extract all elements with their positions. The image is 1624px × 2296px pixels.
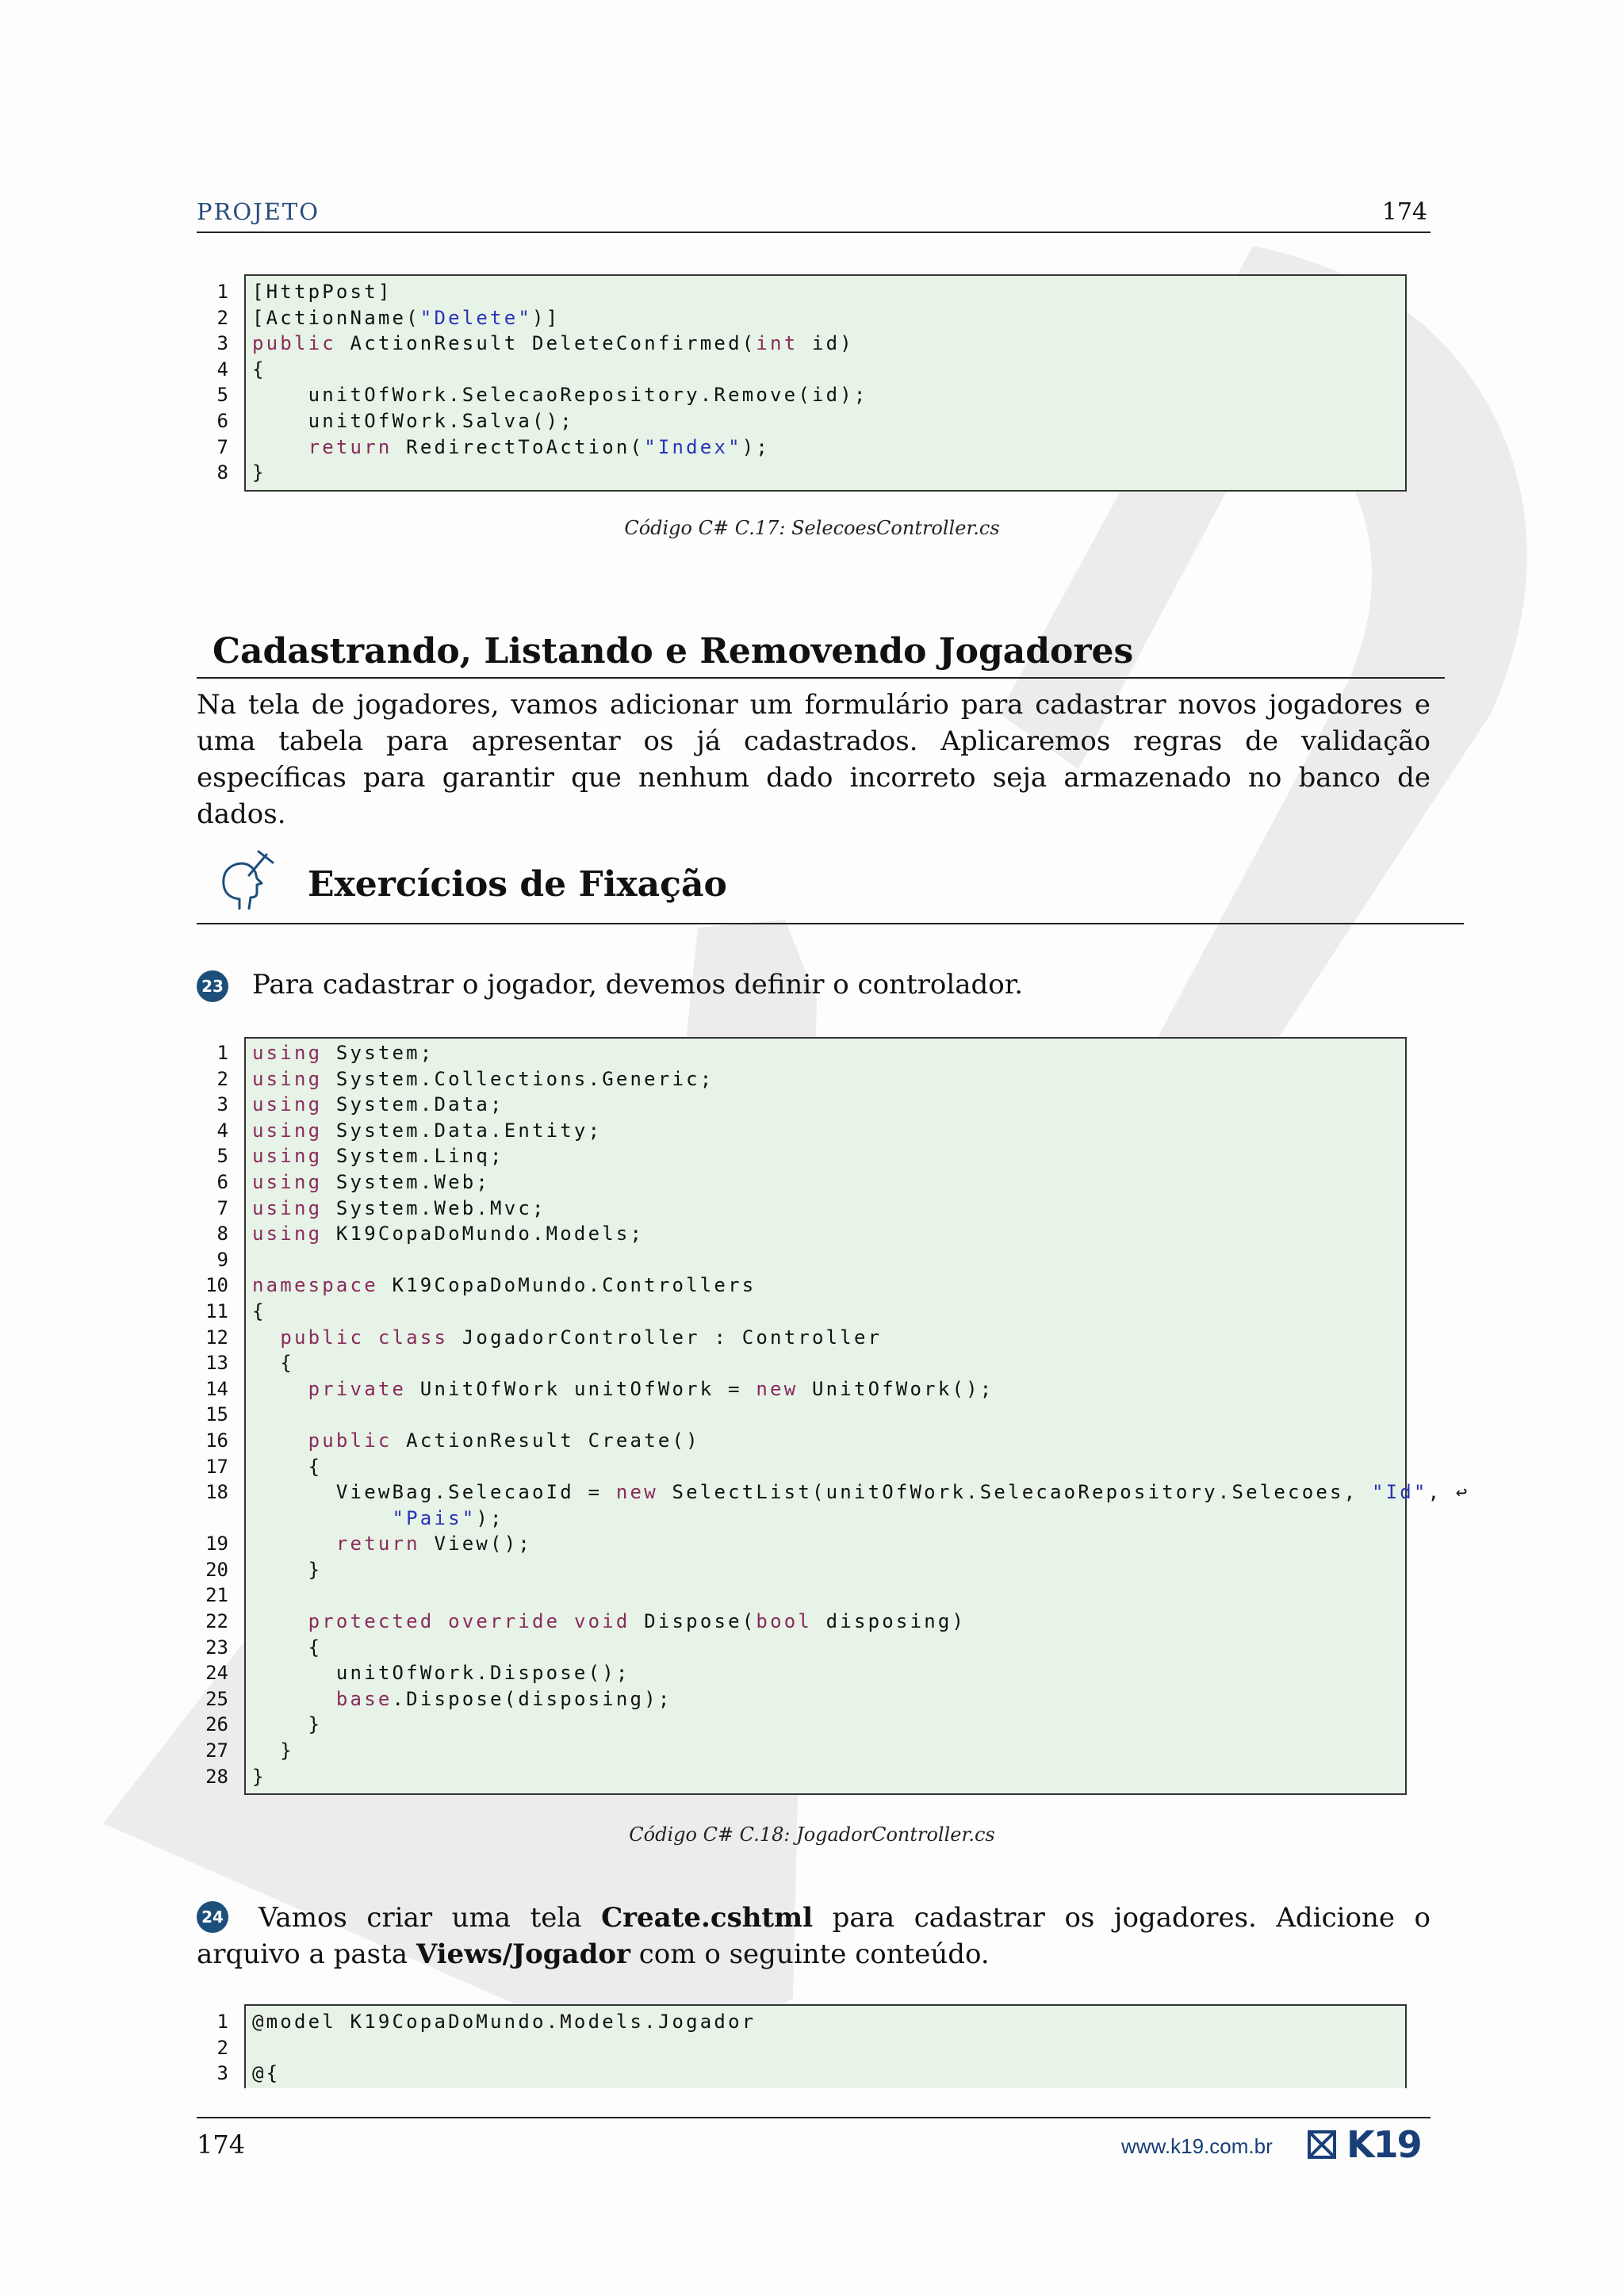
code-line-number: 10 (205, 1274, 228, 1297)
code-line-number: 14 (205, 1377, 228, 1400)
code-line-number: 12 (205, 1326, 228, 1349)
code-text: } (252, 461, 266, 484)
code-keyword: using (252, 1223, 323, 1246)
code-keyword: bool (756, 1610, 813, 1633)
code-line-numbers (197, 279, 228, 486)
code-line-number: 3 (216, 1093, 228, 1116)
code-line-number: 8 (216, 461, 228, 484)
code-line (252, 1557, 1470, 1583)
code-line (252, 1169, 1470, 1196)
code-text: disposing) (812, 1610, 967, 1633)
code-line (252, 1350, 1470, 1376)
running-header-section: PROJETO (197, 198, 320, 225)
code-text: System; (322, 1042, 435, 1064)
code-text: [HttpPost] (252, 281, 393, 303)
code-line (252, 1376, 1470, 1402)
code-line (252, 1299, 1470, 1325)
code-text: K19CopaDoMundo.Controllers (377, 1274, 756, 1297)
code-keyword: new (615, 1481, 658, 1504)
code-line (252, 1066, 1470, 1093)
code-keyword: base (335, 1687, 393, 1710)
section-title-rule (197, 677, 1445, 679)
code-line (252, 1118, 1470, 1144)
code-text: System.Web; (322, 1170, 491, 1193)
section-title: Cadastrando, Listando e Removendo Jogadores (213, 631, 1134, 672)
code-string: "Index" (644, 435, 742, 458)
code-line (252, 1506, 1470, 1532)
code-line (252, 331, 868, 357)
exercise-number-badge: 24 (197, 1901, 228, 1933)
code-line-number: 15 (205, 1403, 228, 1426)
code-line (252, 1221, 1470, 1247)
code-line (252, 2009, 756, 2035)
code-text (364, 1326, 378, 1349)
code-text: UnitOfWork unitOfWork = (406, 1377, 756, 1400)
code-keyword: using (252, 1196, 323, 1219)
code-line-number: 11 (205, 1299, 228, 1322)
code-line-number: 3 (216, 332, 228, 355)
code-line-number: 4 (216, 358, 228, 381)
code-line-number: 20 (205, 1558, 228, 1581)
code-line-number: 7 (216, 1196, 228, 1219)
k19-logo-text: K19 (1346, 2123, 1421, 2166)
code-line-number: 24 (205, 1662, 228, 1685)
code-line (252, 1040, 1470, 1066)
code-caption-jogador: Código C# C.18: JogadorController.cs (629, 1823, 995, 1846)
code-line (252, 1582, 1470, 1609)
exercise-23-text: Para cadastrar o jogador, devemos definir o controlador. (252, 969, 1024, 1001)
code-keyword: using (252, 1067, 323, 1090)
code-keyword: using (252, 1093, 323, 1116)
code-text: @{ (252, 2062, 281, 2085)
code-text: View(); (419, 1533, 533, 1556)
code-keyword: namespace (252, 1274, 378, 1297)
code-line (252, 1609, 1470, 1635)
running-header-page-number: 174 (1381, 198, 1427, 226)
code-keyword: using (252, 1170, 323, 1193)
code-text: unitOfWork.SelecaoRepository.Remove(id); (252, 384, 868, 407)
code-line (252, 1402, 1470, 1428)
code-line-numbers (197, 1040, 228, 1789)
code-line (252, 305, 868, 331)
code-keyword: using (252, 1042, 323, 1064)
code-text: { (252, 1299, 266, 1322)
code-line-number: 1 (216, 2011, 228, 2033)
code-text: } (252, 1558, 323, 1581)
code-line (252, 408, 868, 434)
code-line (252, 1660, 1470, 1686)
code-text: ); (741, 435, 771, 458)
code-line (252, 1325, 1470, 1351)
code-text: } (252, 1713, 323, 1736)
code-line-number: 13 (205, 1352, 228, 1375)
code-text: ViewBag.SelecaoId = (252, 1481, 616, 1504)
code-text: } (252, 1765, 266, 1788)
code-keyword: void (573, 1610, 630, 1633)
code-line-number: 17 (205, 1455, 228, 1478)
code-lines (252, 1040, 1470, 1789)
code-caption-selecoes: Código C# C.17: SelecoesController.cs (624, 517, 1000, 539)
code-line-number: 2 (216, 2036, 228, 2059)
code-line (252, 1454, 1470, 1480)
code-text: SelectList(unitOfWork.SelecaoRepository.Selecoes, (657, 1481, 1372, 1504)
code-keyword: public (280, 1326, 365, 1349)
code-line-number: 26 (205, 1713, 228, 1736)
code-text: System.Linq; (322, 1145, 504, 1168)
footer-url[interactable]: www.k19.com.br (1121, 2134, 1273, 2158)
code-line-number: 9 (216, 1248, 228, 1271)
code-line-number: 23 (205, 1636, 228, 1659)
code-line (252, 279, 868, 305)
code-line-number: 3 (216, 2062, 228, 2085)
code-keyword: public (308, 1429, 393, 1452)
code-text (252, 1429, 308, 1452)
code-line (252, 1764, 1470, 1790)
code-line-number: 16 (205, 1429, 228, 1452)
code-text: } (252, 1739, 294, 1762)
code-line (252, 357, 868, 383)
head-with-hammer-icon (208, 844, 279, 915)
code-line-number: 5 (216, 384, 228, 407)
code-text: ActionResult DeleteConfirmed( (335, 332, 756, 355)
footer-rule (197, 2117, 1431, 2118)
header-rule (197, 232, 1431, 233)
code-text: K19CopaDoMundo.Models; (322, 1223, 645, 1246)
code-keyword: return (335, 1533, 420, 1556)
code-line-number: 5 (216, 1145, 228, 1168)
code-text: @model K19CopaDoMundo.Models.Jogador (252, 2011, 756, 2033)
code-text: ActionResult Create() (392, 1429, 700, 1452)
code-text: System.Data.Entity; (322, 1119, 603, 1142)
code-line (252, 1712, 1470, 1738)
code-text (252, 1688, 336, 1710)
exercises-rule (197, 923, 1464, 924)
code-line (252, 1686, 1470, 1712)
code-line-number: 1 (216, 281, 228, 303)
code-line-numbers (197, 2009, 228, 2087)
code-keyword: int (756, 332, 799, 355)
code-line (252, 1428, 1470, 1454)
code-line-number: 6 (216, 409, 228, 432)
code-keyword: using (252, 1145, 323, 1168)
code-line-number: 25 (205, 1687, 228, 1710)
code-line-number: 2 (216, 306, 228, 329)
code-line-number: 22 (205, 1610, 228, 1633)
code-text: UnitOfWork(); (798, 1377, 994, 1400)
code-line (252, 2035, 756, 2061)
code-text (434, 1610, 448, 1632)
code-text: .Dispose(disposing); (392, 1687, 672, 1710)
code-keyword: using (252, 1119, 323, 1142)
code-line (252, 1272, 1470, 1299)
code-line (252, 434, 868, 461)
code-line-number: 28 (205, 1765, 228, 1788)
code-string: "Delete" (419, 306, 532, 329)
code-line (252, 382, 868, 408)
exercise-24-text: Vamos criar uma tela Create.cshtml para cadastrar os jogadores. Adicione o arquivo a pasta Views/Jogador com o seguinte conteúdo. (197, 1902, 1431, 1970)
code-line-number (197, 1506, 228, 1532)
exercises-heading: Exercícios de Fixação (308, 864, 727, 905)
code-string: "Pais" (392, 1506, 477, 1529)
code-text (252, 436, 308, 458)
code-line (252, 2061, 756, 2087)
code-text: [ActionName( (252, 306, 420, 329)
code-line-number: 19 (205, 1533, 228, 1556)
code-line (252, 1247, 1470, 1273)
code-text: , ↩ (1427, 1481, 1470, 1504)
code-keyword: class (377, 1326, 449, 1349)
code-line (252, 1738, 1470, 1764)
k19-logo-icon (1307, 2130, 1337, 2160)
code-line-number: 8 (216, 1223, 228, 1246)
code-text (252, 1378, 308, 1400)
code-text: System.Web.Mvc; (322, 1196, 546, 1219)
code-line-number: 7 (216, 435, 228, 458)
code-line (252, 1479, 1470, 1506)
section-paragraph: Na tela de jogadores, vamos adicionar um formulário para cadastrar novos jogadores e uma tabela para apresentar os já cadastrados. Aplicaremos regras de validação específicas para garantir que nenhum dado incorreto seja armazenado no banco de dados. (197, 689, 1431, 830)
code-text: System.Data; (322, 1093, 504, 1116)
code-text (252, 1326, 280, 1349)
code-keyword: protected (308, 1610, 435, 1633)
code-lines (252, 2009, 756, 2087)
code-line-number: 2 (216, 1067, 228, 1090)
code-lines (252, 279, 868, 486)
code-text: System.Collections.Generic; (322, 1067, 714, 1090)
code-keyword: return (308, 435, 393, 458)
footer-page-number: 174 (197, 2130, 246, 2160)
code-text: )] (532, 306, 561, 329)
code-text: { (252, 358, 266, 381)
code-text: unitOfWork.Salva(); (252, 409, 574, 432)
code-text: Dispose( (630, 1610, 756, 1633)
code-line (252, 1143, 1470, 1169)
code-line-number: 21 (205, 1584, 228, 1607)
code-keyword: new (756, 1377, 799, 1400)
code-text: { (252, 1455, 323, 1478)
code-text (560, 1610, 574, 1632)
code-keyword: public (252, 332, 336, 355)
code-line (252, 460, 868, 486)
code-line (252, 1196, 1470, 1222)
code-keyword: private (308, 1377, 407, 1400)
code-text (252, 1533, 336, 1555)
code-text (252, 1610, 308, 1632)
code-line (252, 1092, 1470, 1118)
code-text: { (252, 1636, 323, 1659)
code-line-number: 1 (216, 1042, 228, 1064)
code-line-number: 27 (205, 1739, 228, 1762)
code-keyword: override (448, 1610, 561, 1633)
code-line-number: 18 (205, 1481, 228, 1504)
code-text: JogadorController : Controller (448, 1326, 883, 1349)
code-string: "Id" (1371, 1481, 1428, 1504)
code-text: RedirectToAction( (392, 435, 645, 458)
exercise-number-badge: 23 (197, 970, 228, 1002)
code-text: unitOfWork.Dispose(); (252, 1662, 630, 1685)
code-text: { (252, 1352, 294, 1375)
code-line (252, 1635, 1470, 1661)
code-line-number: 4 (216, 1119, 228, 1142)
code-text (252, 1507, 393, 1529)
code-line (252, 1531, 1470, 1557)
code-line-number: 6 (216, 1170, 228, 1193)
code-text: ); (476, 1506, 504, 1529)
code-text: id) (798, 332, 854, 355)
